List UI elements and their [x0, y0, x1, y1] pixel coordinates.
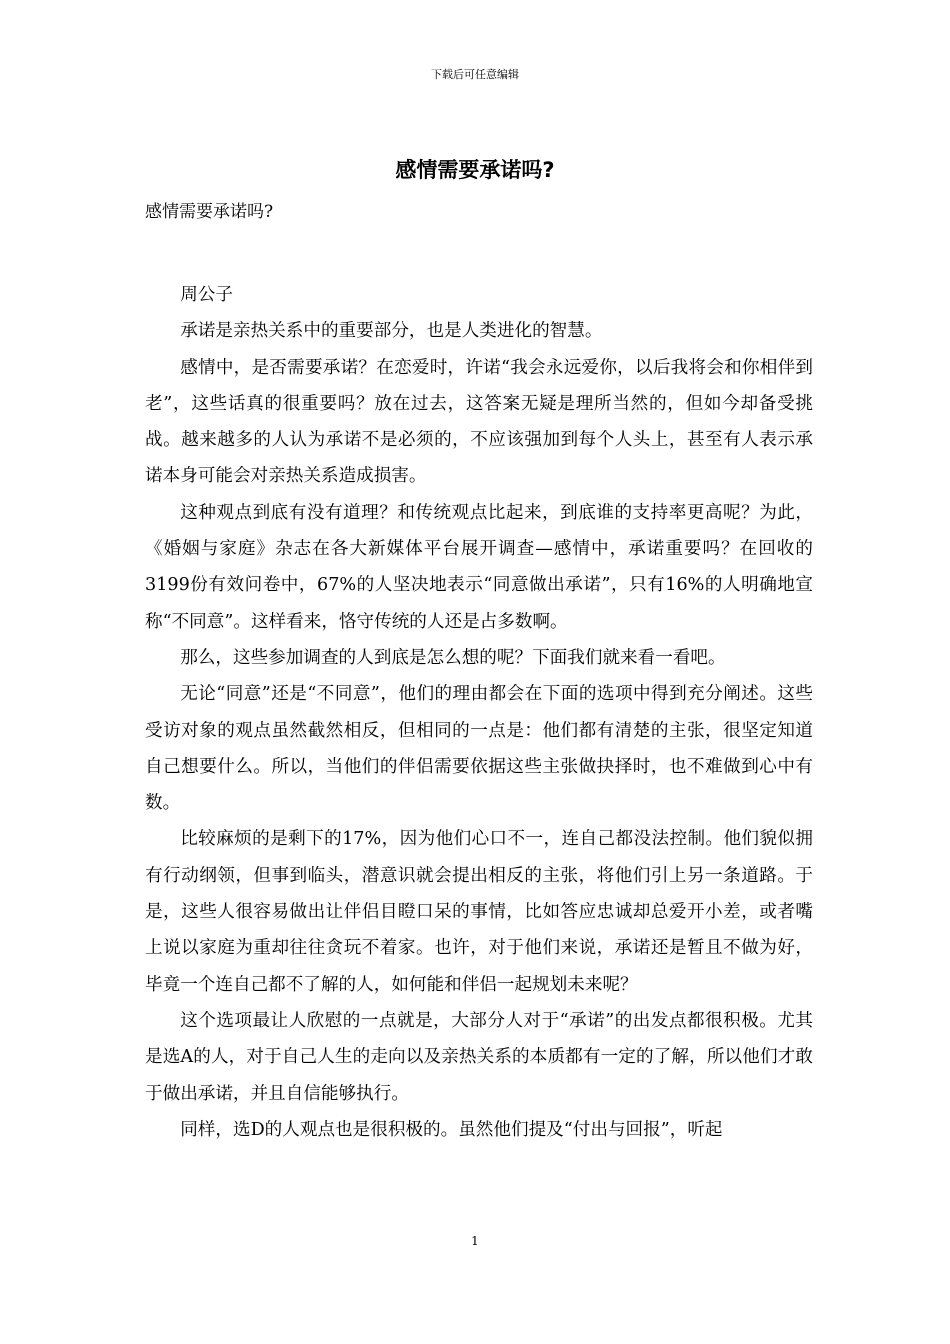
- paragraph: 无论“同意”还是“不同意”，他们的理由都会在下面的选项中得到充分阐述。这些受访对象的观点虽然截然相反，但相同的一点是：他们都有清楚的主张，很坚定知道自己想要什么。所以，当他们的伴侣需要依据这些主张做抉择时，也不难做到心中有数。: [145, 684, 813, 814]
- document-title: 感情需要承诺吗?: [395, 158, 555, 182]
- author-line: 周公子: [180, 285, 233, 305]
- paragraph: 感情中，是否需要承诺？在恋爱时，许诺“我会永远爱你，以后我将会和你相伴到老”，这些话真的很重要吗？放在过去，这答案无疑是理所当然的，但如今却备受挑战。越来越多的人认为承诺不是必须的，不应该强加到每个人头上，甚至有人表示承诺本身可能会对亲热关系造成损害。: [145, 357, 813, 487]
- page-number: 1: [471, 1234, 479, 1248]
- paragraph: 承诺是亲热关系中的重要部分，也是人类进化的智慧。: [180, 321, 603, 342]
- paragraph: 这个选项最让人欣慰的一点就是，大部分人对于“承诺”的出发点都很积极。尤其是选A的人，对于自己人生的走向以及亲热关系的本质都有一定的了解，所以他们才敢于做出承诺，并且自信能够执行。: [145, 1010, 813, 1104]
- paragraph: 那么，这些参加调查的人到底是怎么想的呢？下面我们就来看一看吧。: [180, 647, 726, 668]
- document-subtitle: 感情需要承诺吗?: [145, 202, 274, 222]
- header-note: 下载后可任意编辑: [431, 68, 519, 81]
- paragraph: 这种观点到底有没有道理？和传统观点比起来，到底谁的支持率更高呢？为此，《婚姻与家庭》杂志在各大新媒体平台展开调查—感情中，承诺重要吗？在回收的3199份有效问卷中，67%的人坚决地表示“同意做出承诺”，只有16%的人明确地宣称“不同意”。这样看来，恪守传统的人还是占多数啊。: [145, 502, 813, 632]
- paragraph: 比较麻烦的是剩下的17%，因为他们心口不一，连自己都没法控制。他们貌似拥有行动纲领，但事到临头，潜意识就会提出相反的主张，将他们引上另一条道路。于是，这些人很容易做出让伴侣目瞪口呆的事情，比如答应忠诚却总爱开小差，或者嘴上说以家庭为重却往往贪玩不着家。也许，对于他们来说，承诺还是暂且不做为好，毕竟一个连自己都不了解的人，如何能和伴侣一起规划未来呢？: [145, 829, 813, 995]
- paragraph: 同样，选D的人观点也是很积极的。虽然他们提及“付出与回报”，听起: [180, 1119, 723, 1140]
- document-body: [145, 277, 813, 1148]
